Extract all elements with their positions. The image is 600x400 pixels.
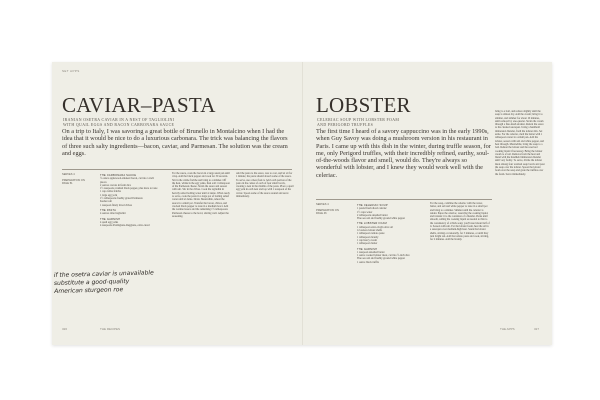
section-rule bbox=[316, 199, 492, 200]
ingredients-column bbox=[357, 202, 419, 264]
ingredient-item: 1 tablespoon extra-virgin olive oil bbox=[357, 225, 393, 229]
recipe-subtitle bbox=[317, 118, 487, 128]
subtitle-line: CELERIAC SOUP WITH LOBSTER FOAM bbox=[317, 118, 400, 122]
preparation-label: PREPARATION ON bbox=[316, 208, 339, 212]
recipe-meta bbox=[316, 203, 346, 218]
recipe-intro: The first time I heard of a savory cappuccino was in the early 1990s, when Guy Savoy was doing a mushroom version in his restaurant in Paris. I came up with this dish in the winter, during truffle season, for me, only Perigord truffles, with their incredibly refined, earthy, soul-of-the-woods flavor and smell, would do. They're always so wonderful with lobster, and I knew they would work well with the celeriac. bbox=[316, 128, 491, 179]
ingredient-heading: THE CELERIAC SOUP bbox=[357, 204, 388, 207]
handwritten-note bbox=[54, 268, 205, 296]
recipe-title: LOBSTER bbox=[316, 93, 411, 117]
method-column: For the soup, combine the celeriac with the water, butter, and salt and white pepper to taste in a small pot and bring to a simmer. Simmer until the celeriac is tender. Puree the celeriac, reserving the cooking liquid, and transfer it to the container of a blender. Purée until smooth, adding the cooking liquid as needed to thin to the consistency of a thick soup; you'll need about half of it. Season with salt. For the lobster foam, heat the oil in a saucepan over medium-high heat. Sauté the lobster shells, stirring occasionally, for 5 minutes, or until they turn bright red. Add the tomato paste and cook, stirring, for 2 minutes. Add the brandy. bbox=[430, 202, 490, 242]
ingredient-heading: THE GARNISH bbox=[357, 247, 378, 251]
serves-label: SERVES 4 bbox=[316, 203, 329, 206]
ingredient-item: 4 quail egg yolks bbox=[100, 220, 119, 224]
method-column: Add the pasta to the sauce, toss to coat, and let sit for 1 minute; the pasta should absorb some of the sauce. To serve, use a meat fork to twirl each portion of the pasta in the center of each of four small bowls, creating a nest in the middle of the pasta. Place a quail egg yolk in each nest and top with 1 teaspoon of the caviar. Spoon some of the sauce around and serve immediately. bbox=[236, 172, 294, 199]
book-spread bbox=[52, 62, 552, 345]
section-kicker: SET APPS bbox=[62, 69, 80, 73]
ingredient-item: 1½ tablespoons freshly grated Parmesan bbox=[100, 197, 143, 201]
ingredient-item: 1 tablespoon tomato paste bbox=[357, 232, 385, 236]
ingredient-item: 2 tablespoons unsalted butter bbox=[357, 213, 388, 217]
recipe-meta bbox=[62, 173, 92, 188]
ingredient-item: 1½ teaspoons crushed black pepper, plus more to taste bbox=[100, 187, 158, 191]
ingredient-item: 4 teaspoons Parmigiano-Reggiano, extra-cured bbox=[100, 224, 150, 228]
subtitle-line: IRANIAN OSETRA CAVIAR IN A NEST OF TAGLIOLINI bbox=[63, 118, 175, 122]
preparation-label: PREPARATION ON bbox=[62, 178, 85, 182]
right-page bbox=[302, 62, 552, 345]
section-rule bbox=[62, 169, 292, 170]
ingredient-heading: THE LOBSTER FOAM bbox=[357, 222, 387, 226]
ingredient-heading: THE CARBONARA SAUCE bbox=[100, 174, 137, 177]
recipe-intro: On a trip to Italy, I was savoring a great bottle of Brunello in Montalcino when I had the idea that it would be nice to do a luxurious carbonara. The trick was balancing the flavors of three such salty ingredients—bacon, caviar, and Parmesan. The solution was the cream and eggs. bbox=[62, 128, 288, 157]
ingredient-item: 4 ounces dried tagliolini bbox=[100, 212, 126, 216]
ingredient-item: ½ ounce applewood-smoked bacon, cut into 1-inch pieces bbox=[100, 177, 154, 184]
note-line: substitute a good-quality bbox=[53, 277, 130, 287]
ingredient-item: 1 pound fresh diced celeriac bbox=[357, 207, 387, 211]
method-column: For the sauce, cook the bacon in a large sauté pan until crisp. Add the black pepper and cook for 30 seconds. Stir in the crème fraîche and bring to a simmer. Off the heat, whisk in the egg yolks, then add 1 tablespoon of the Parmesan cheese. Strain the sauce and season with salt. Stir in the chives. Cook the tagliolini in heavily salted boiling water until al dente. When ready to serve, cook the pasta in a large pot of boiling salted water until al dente. Drain. Meanwhile, reheat the sauce in a small pot. Transfer the bacon, chives, and cracked black pepper to taste in a medium bowl. Add the warmed sauce and the remaining 1½ tablespoons Parmesan cheese to the bowl, stirring well. Adjust the seasoning. bbox=[172, 172, 230, 218]
ingredient-item: Fine sea salt and freshly ground white pepper bbox=[357, 257, 406, 261]
ingredient-item: 1 teaspoon unsalted butter bbox=[357, 250, 385, 254]
ingredient-heading: THE GARNISH bbox=[100, 217, 121, 221]
method-column: bring to a boil, and reduce slightly until the soup is almost dry. Add the cream; bring it to simmer, and simmer for about 10 minutes, until reduced by one-quarter. Strain the cream through a fine-mesh strainer. Return the sauce to the cleaned saucepan. Using a handheld immersion blender, froth the lobster mix. Set aside. For the celeriac, melt the butter with 1 tablespoon water in a small pan. Add the lobster, season with salt and white pepper, and heat through. Meanwhile, bring the soup to a boil. Reheat the lobster and the reserved cooking liquid if necessary. Bring the lobster cream to a boil. Remove from the heat and blend with the handheld immersion blender until very frothy. To serve, divide the lobster meat among four warmed soup bowls and pour the soup over the lobster. Spoon the lobster foam over the soup and grate the truffles over the foam. Serve immediately. bbox=[495, 110, 545, 176]
recipe-subtitle bbox=[63, 118, 288, 128]
ingredient-item: 1 tablespoon brandy bbox=[357, 235, 379, 239]
ingredient-item: 1 ounce black truffle bbox=[357, 260, 379, 264]
ingredient-item: Fine sea salt and freshly ground white pepper bbox=[357, 217, 406, 221]
subtitle-line: AND PERIGORD TRUFFLES bbox=[317, 123, 374, 127]
ingredient-item: 1 ounce cooked lobster meat, cut into ½-inch dice bbox=[357, 254, 410, 258]
preparation-page: PAGE 46 bbox=[316, 212, 327, 215]
note-line: if the osetra caviar is unavailable bbox=[53, 269, 154, 279]
ingredient-heading: THE PASTA bbox=[100, 208, 117, 212]
preparation-page: PAGE 51 bbox=[62, 182, 73, 185]
running-footer: THE APPS bbox=[500, 327, 515, 331]
recipe-title: CAVIAR–PASTA bbox=[62, 93, 216, 117]
ingredient-item: 1½ cups water bbox=[357, 210, 373, 214]
ingredient-item: 1 tablespoon butter bbox=[357, 242, 378, 246]
ingredient-item: 1 teaspoon finely diced chives bbox=[100, 203, 132, 207]
page-number: 326 bbox=[62, 327, 68, 331]
left-page bbox=[52, 62, 302, 345]
serves-label: SERVES 4 bbox=[62, 173, 75, 176]
ingredient-item: 2 ounces carrots in fresh dice bbox=[100, 183, 131, 187]
ingredient-item: 12 ounces lobster shells bbox=[357, 229, 383, 233]
ingredients-column bbox=[100, 172, 160, 227]
subtitle-line: WITH QUAIL EGGS AND BACON CARBONARA SAUCE bbox=[63, 123, 175, 127]
ingredient-item: 1 large egg yolk bbox=[100, 193, 118, 197]
ingredient-item: 1 cup heavy cream bbox=[357, 238, 377, 242]
ingredient-item: Kosher salt bbox=[100, 200, 112, 204]
ingredient-item: 1 cup crème fraîche bbox=[100, 190, 121, 194]
running-footer: THE RECIPES bbox=[100, 327, 121, 331]
note-line: American sturgeon roe bbox=[54, 286, 124, 295]
page-number: 327 bbox=[534, 327, 540, 331]
